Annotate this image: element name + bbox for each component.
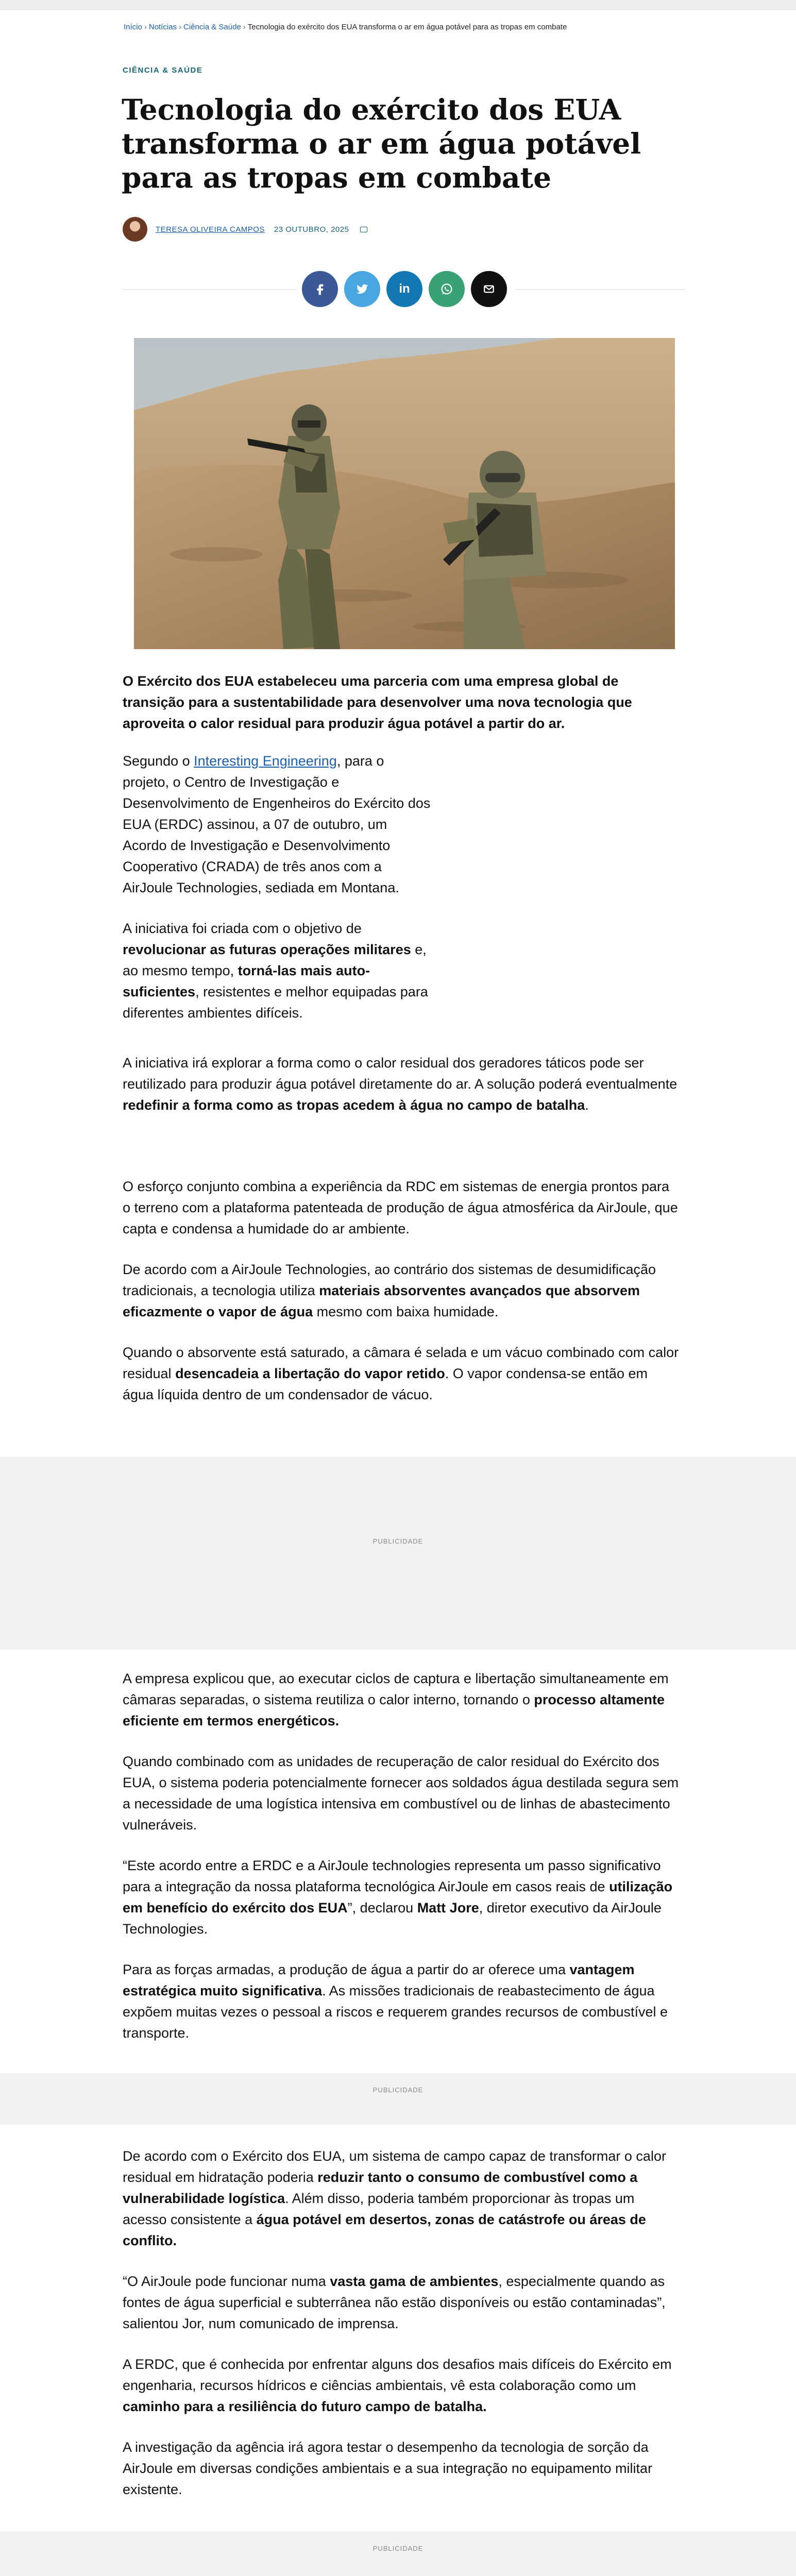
article-section-1 xyxy=(123,751,432,1024)
article-section-3 xyxy=(123,1176,679,1405)
category-label[interactable]: CIÊNCIA & SAÚDE xyxy=(123,66,203,75)
ad-slot-3[interactable] xyxy=(0,2531,796,2576)
bold-text: vasta gama de ambientes xyxy=(330,2274,499,2289)
paragraph xyxy=(123,1342,679,1405)
paragraph xyxy=(123,751,432,899)
whatsapp-icon xyxy=(439,281,454,297)
publish-date: 23 OUTUBRO, 2025 xyxy=(274,225,349,234)
text: O esforço conjunto combina a experiência da RDC em sistemas de energia prontos para o terreno com a plataforma patenteada de produção de água atmosférica da AirJoule, que capta e condensa a humidade do ar ambiente. xyxy=(123,1179,678,1236)
breadcrumb-ciencia[interactable]: Ciência & Saúde xyxy=(183,23,241,31)
breadcrumb-separator: › xyxy=(144,23,147,31)
paragraph xyxy=(123,1259,679,1323)
breadcrumb-separator: › xyxy=(243,23,246,31)
facebook-icon xyxy=(312,281,328,297)
text: , especialmente quando as fontes de água superficial e subterrânea não estão disponíveis ou estão contaminadas”, salientou Jor, num comunicado de imprensa. xyxy=(123,2274,666,2331)
text: mesmo com baixa humidade. xyxy=(313,1304,499,1319)
soldiers-in-desert-photo xyxy=(134,338,675,649)
ad-label: PUBLICIDADE xyxy=(372,2545,424,2552)
article-lead xyxy=(123,671,679,734)
paragraph xyxy=(123,918,432,1024)
bold-text: materiais absorventes avançados que absorvem eficazmente o vapor de água xyxy=(123,1283,640,1319)
byline xyxy=(123,216,367,242)
paragraph xyxy=(123,2354,679,2417)
twitter-share-button[interactable] xyxy=(344,271,380,307)
text: Quando o absorvente está saturado, a câmara é selada e um vácuo combinado com calor residual xyxy=(123,1345,679,1381)
bold-text: desencadeia a libertação do vapor retido xyxy=(175,1366,445,1381)
ad-slot-2[interactable] xyxy=(0,2073,796,2125)
author-link[interactable]: TERESA OLIVEIRA CAMPOS xyxy=(156,225,265,234)
ad-label: PUBLICIDADE xyxy=(372,2086,424,2094)
text: De acordo com a AirJoule Technologies, ao contrário dos sistemas de desumidificação tradicionais, a tecnologia utiliza xyxy=(123,1262,656,1298)
breadcrumb-separator: › xyxy=(179,23,182,31)
paragraph xyxy=(123,1751,679,1836)
text: “O AirJoule pode funcionar numa xyxy=(123,2274,330,2289)
divider-left xyxy=(123,289,297,290)
bold-text: torná-las mais auto-suficientes xyxy=(123,963,370,999)
bold-text: redefinir a forma como as tropas acedem à água no campo de batalha xyxy=(123,1097,585,1113)
bold-text: água potável em desertos, zonas de catástrofe ou áreas de conflito. xyxy=(123,2212,646,2248)
article-section-4 xyxy=(123,1668,679,2044)
text: , resistentes e melhor equipadas para diferentes ambientes difíceis. xyxy=(123,984,428,1021)
breadcrumb-current: Tecnologia do exército dos EUA transforma o ar em água potável para as tropas em combate xyxy=(247,23,567,31)
source-link[interactable]: Interesting Engineering xyxy=(194,753,337,769)
paragraph xyxy=(123,2437,679,2500)
twitter-icon xyxy=(354,281,370,297)
comment-icon[interactable] xyxy=(360,227,367,232)
paragraph xyxy=(123,1959,679,2044)
bold-text: caminho para a resiliência do futuro campo de batalha. xyxy=(123,2399,487,2414)
bold-text: reduzir tanto o consumo de combustível como a vulnerabilidade logística xyxy=(123,2170,638,2206)
text: De acordo com o Exército dos EUA, um sistema de campo capaz de transformar o calor residual em hidratação poderia xyxy=(123,2148,666,2185)
bold-text: Matt Jore xyxy=(417,1900,479,1916)
article-section-2 xyxy=(123,1053,679,1116)
ad-label: PUBLICIDADE xyxy=(372,1537,424,1545)
paragraph xyxy=(123,2271,679,2334)
share-buttons xyxy=(302,271,513,307)
whatsapp-share-button[interactable] xyxy=(429,271,465,307)
article-title: Tecnologia do exército dos EUA transforma o ar em água potável para as tropas em combate xyxy=(122,93,641,194)
article-section-5 xyxy=(123,2146,679,2500)
text: , diretor executivo da AirJoule Technologies. xyxy=(123,1900,662,1937)
paragraph xyxy=(123,1668,679,1732)
paragraph xyxy=(123,1855,679,1940)
text: . As missões tradicionais de reabastecimento de água expõem muitas vezes o pessoal a riscos e requerem grandes recursos de combustível e transporte. xyxy=(123,1983,668,2041)
bold-text: utilização em benefício do exército dos EUA xyxy=(123,1879,673,1916)
lead-text: O Exército dos EUA estabeleceu uma parceria com uma empresa global de transição para a sustentabilidade para desenvolver uma nova tecnologia que aproveita o calor residual para produzir água potável a partir do ar. xyxy=(123,673,632,731)
text: , para o projeto, o Centro de Investigação e Desenvolvimento de Engenheiros do Exército dos EUA (ERDC) assinou, a 07 de outubro, um Acordo de Investigação e Desenvolvimento Cooperativo (CRADA) de três anos com a AirJoule Technologies, sediada em Montana. xyxy=(123,753,431,895)
breadcrumb xyxy=(124,23,567,31)
linkedin-icon: in xyxy=(399,282,410,296)
text: A iniciativa irá explorar a forma como o calor residual dos geradores táticos pode ser reutilizado para produzir água potável diretamente do ar. A solução poderá eventualmente xyxy=(123,1055,678,1092)
text: ”, declarou xyxy=(347,1900,417,1916)
text: . Além disso, poderia também proporcionar às tropas um acesso consistente a xyxy=(123,2191,635,2227)
top-bar xyxy=(0,0,796,10)
text: A iniciativa foi criada com o objetivo de xyxy=(123,921,362,936)
lead-paragraph xyxy=(123,671,679,734)
text: Quando combinado com as unidades de recuperação de calor residual do Exército dos EUA, o sistema poderia potencialmente fornecer aos soldados água destilada segura sem a necessidade de uma logística intensiva em combustível ou de linhas de abastecimento vulneráveis. xyxy=(123,1754,679,1833)
email-share-button[interactable] xyxy=(471,271,507,307)
ad-slot-1[interactable] xyxy=(0,1456,796,1650)
linkedin-share-button[interactable] xyxy=(386,271,422,307)
hero-image xyxy=(134,338,675,649)
bold-text: processo altamente eficiente em termos energéticos. xyxy=(123,1692,665,1728)
text: . xyxy=(585,1097,589,1113)
text: Segundo o xyxy=(123,753,194,769)
breadcrumb-noticias[interactable]: Notícias xyxy=(148,23,177,31)
bold-text: revolucionar as futuras operações militares xyxy=(123,942,411,957)
text: A investigação da agência irá agora testar o desempenho da tecnologia de sorção da AirJoule em diversas condições ambientais e a sua integração no equipamento militar existente. xyxy=(123,2439,653,2497)
text: A empresa explicou que, ao executar ciclos de captura e libertação simultaneamente em câmaras separadas, o sistema reutiliza o calor interno, tornando o xyxy=(123,1671,669,1707)
author-avatar[interactable] xyxy=(123,217,147,242)
bold-text: vantagem estratégica muito significativa xyxy=(123,1962,635,1998)
text: e, ao mesmo tempo, xyxy=(123,942,427,978)
divider-right xyxy=(515,289,685,290)
text: Para as forças armadas, a produção de água a partir do ar oferece uma xyxy=(123,1962,570,1977)
breadcrumb-home[interactable]: Início xyxy=(124,23,142,31)
paragraph xyxy=(123,1176,679,1240)
text: “Este acordo entre a ERDC e a AirJoule technologies representa um passo significativo para a integração da nossa plataforma tecnológica AirJoule em casos reais de xyxy=(123,1858,661,1894)
facebook-share-button[interactable] xyxy=(302,271,338,307)
text: A ERDC, que é conhecida por enfrentar alguns dos desafios mais difíceis do Exército em engenharia, recursos hídricos e ciências ambientais, vê esta colaboração como um xyxy=(123,2357,672,2393)
text: . O vapor condensa-se então em água líquida dentro de um condensador de vácuo. xyxy=(123,1366,648,1402)
paragraph xyxy=(123,1053,679,1116)
paragraph xyxy=(123,2146,679,2251)
email-icon xyxy=(481,281,497,297)
